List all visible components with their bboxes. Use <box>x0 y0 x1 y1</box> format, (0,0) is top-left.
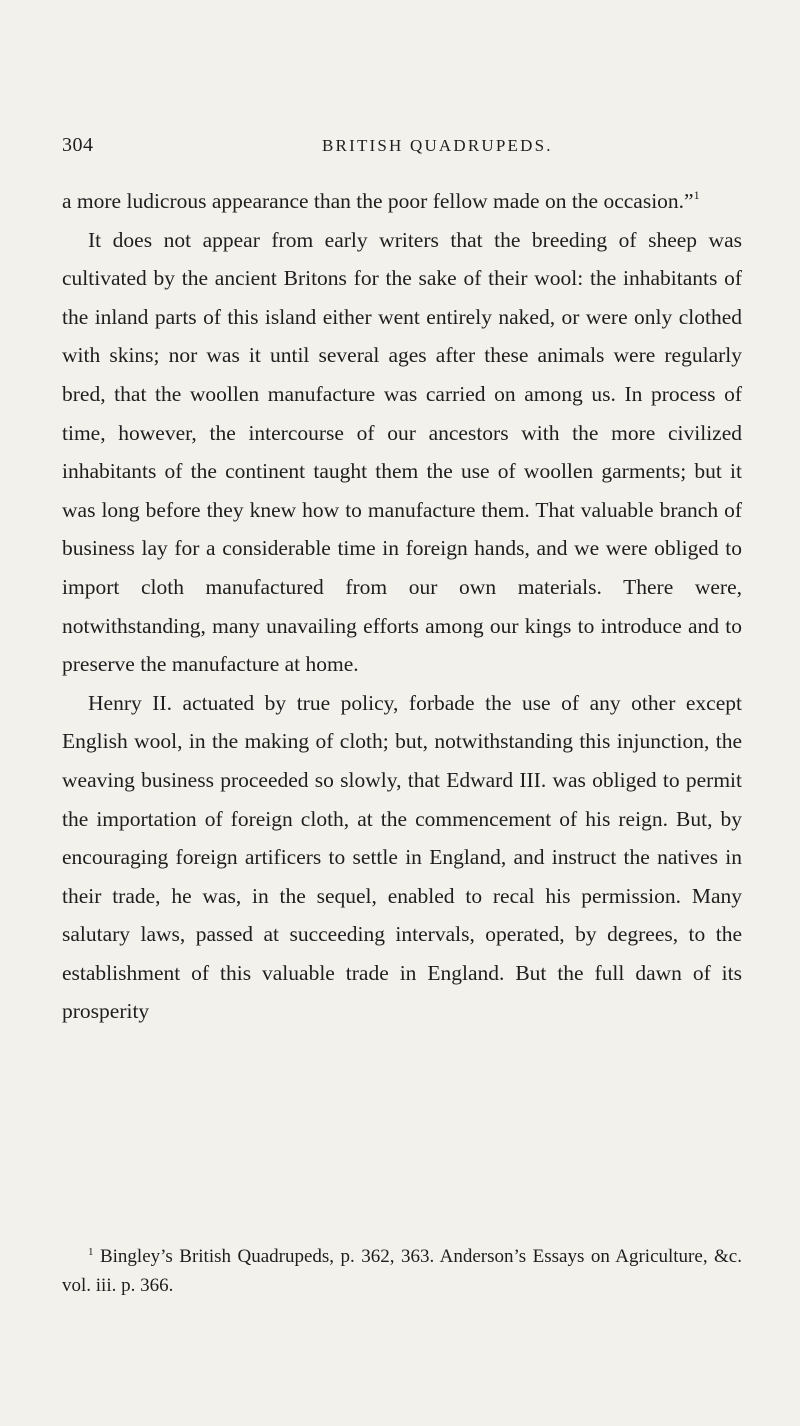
footnote-reference: 1 <box>693 188 700 202</box>
paragraph-henry-edward: Henry II. actuated by true policy, forbade the use of any other except English wool, in the making of cloth; but, notwithstanding this injunction, the weaving business proceeded so slowly, that Edward III. was obliged to permit the importation of foreign cloth, at the commencement of his reign. But, by encouraging foreign artificers to settle in England, and instruct the natives in their trade, he was, in the sequel, enabled to recal his permission. Many salutary laws, passed at succeeding intervals, operated, by degrees, to the establishment of this valuable trade in England. But the full dawn of its prosperity <box>62 690 742 1024</box>
paragraph-continuation-text: a more ludicrous appearance than the poor fellow made on the occasion.” <box>62 189 694 213</box>
body-text <box>62 182 742 1031</box>
page-number: 304 <box>62 134 94 156</box>
footnote-marker: 1 <box>88 1246 94 1258</box>
footnote <box>62 1242 742 1300</box>
paragraph-continuation <box>62 182 742 221</box>
footnote-text: Bingley’s British Quadrupeds, p. 362, 363. Anderson’s Essays on Agriculture, &c. vol. iii. p. 366. <box>62 1246 742 1296</box>
footnote-entry <box>62 1242 742 1300</box>
paragraph-wool-history: It does not appear from early writers that the breeding of sheep was cultivated by the ancient Britons for the sake of their wool: the inhabitants of the inland parts of this island either went entirely naked, or were only clothed with skins; nor was it until several ages after these animals were regularly bred, that the woollen manufacture was carried on among us. In process of time, however, the intercourse of our ancestors with the more civilized inhabitants of the continent taught them the use of woollen garments; but it was long before they knew how to manufacture them. That valuable branch of business lay for a considerable time in foreign hands, and we were obliged to import cloth manufactured from our own materials. There were, notwithstanding, many unavailing efforts among our kings to introduce and to preserve the manufacture at home. <box>62 227 742 677</box>
page-header <box>62 134 742 170</box>
running-head: BRITISH QUADRUPEDS. <box>322 136 553 155</box>
